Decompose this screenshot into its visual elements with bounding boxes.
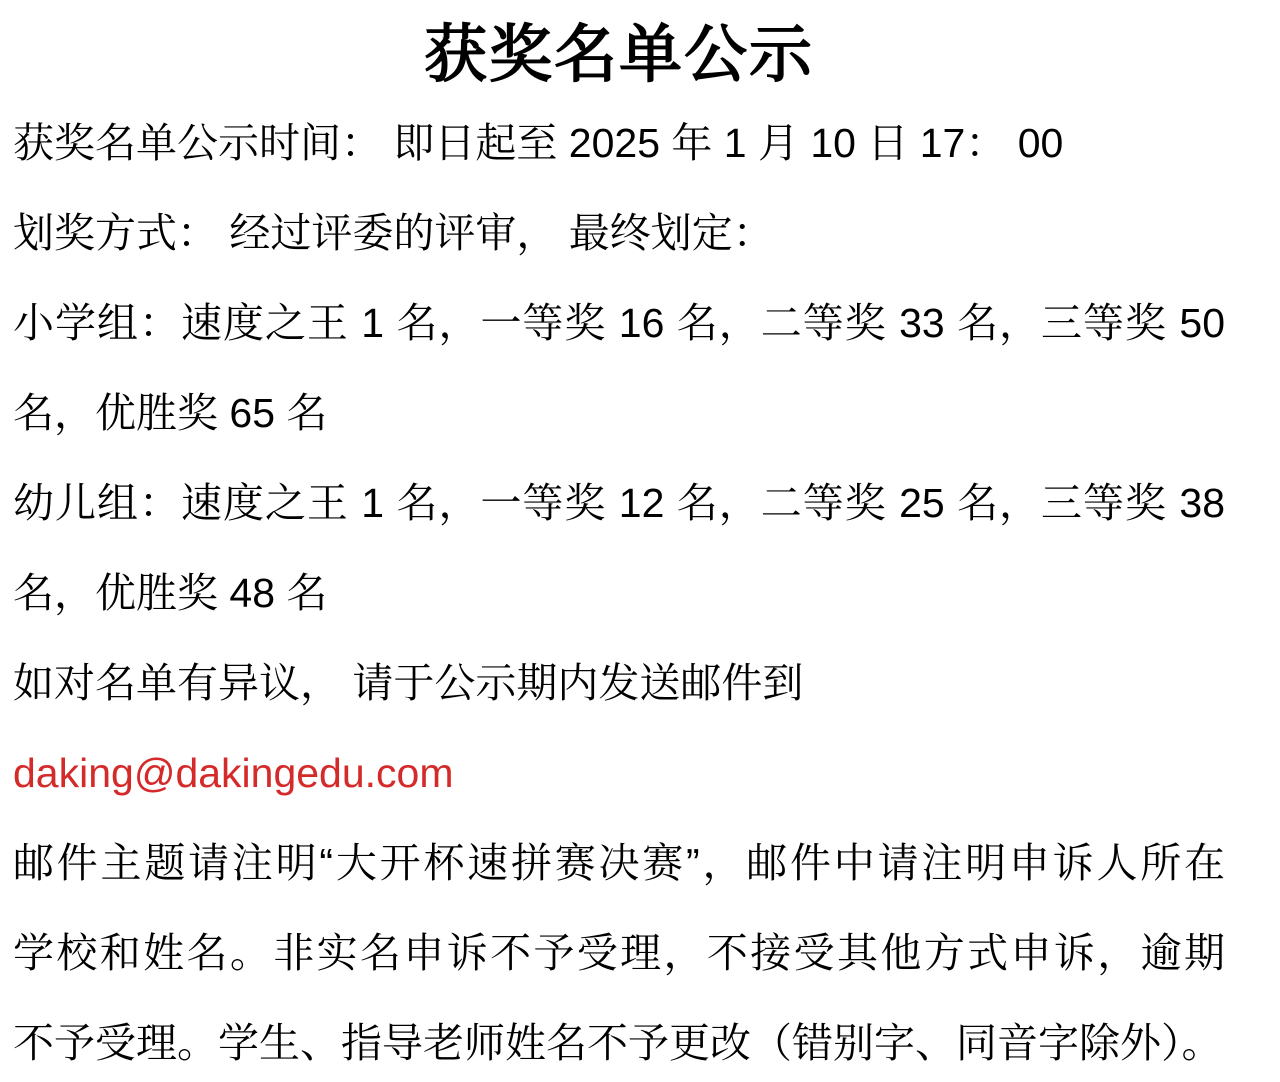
primary-group-awards-line-2: 名，优胜奖 65 名 bbox=[13, 390, 328, 436]
kindergarten-group-awards-line-2: 名，优胜奖 48 名 bbox=[13, 570, 328, 616]
award-method-line: 划奖方式： 经过评委的评审， 最终划定： bbox=[13, 210, 774, 256]
kindergarten-group-awards-line-1: 幼儿组：速度之王 1 名，一等奖 12 名，二等奖 25 名，三等奖 38 bbox=[13, 480, 1225, 526]
document-body bbox=[13, 98, 1225, 1082]
appeal-subject-line-2: 学校和姓名。非实名申诉不予受理，不接受其他方式申诉，逾期 bbox=[13, 930, 1225, 976]
appeal-subject-line-1: 邮件主题请注明“大开杯速拼赛决赛”，邮件中请注明申诉人所在 bbox=[13, 840, 1225, 886]
primary-group-awards-line-1: 小学组：速度之王 1 名，一等奖 16 名，二等奖 33 名，三等奖 50 bbox=[13, 300, 1225, 346]
page-title: 获奖名单公示 bbox=[424, 20, 814, 90]
appeal-subject-line-3: 不予受理。学生、指导老师姓名不予更改（错别字、同音字除外）。 bbox=[13, 1020, 1223, 1066]
email-link[interactable]: daking@dakingedu.com bbox=[13, 750, 454, 796]
objection-instruction-line: 如对名单有异议， 请于公示期内发送邮件到 bbox=[13, 660, 804, 706]
announcement-period-line: 获奖名单公示时间： 即日起至 2025 年 1 月 10 日 17： 00 bbox=[13, 120, 1064, 166]
